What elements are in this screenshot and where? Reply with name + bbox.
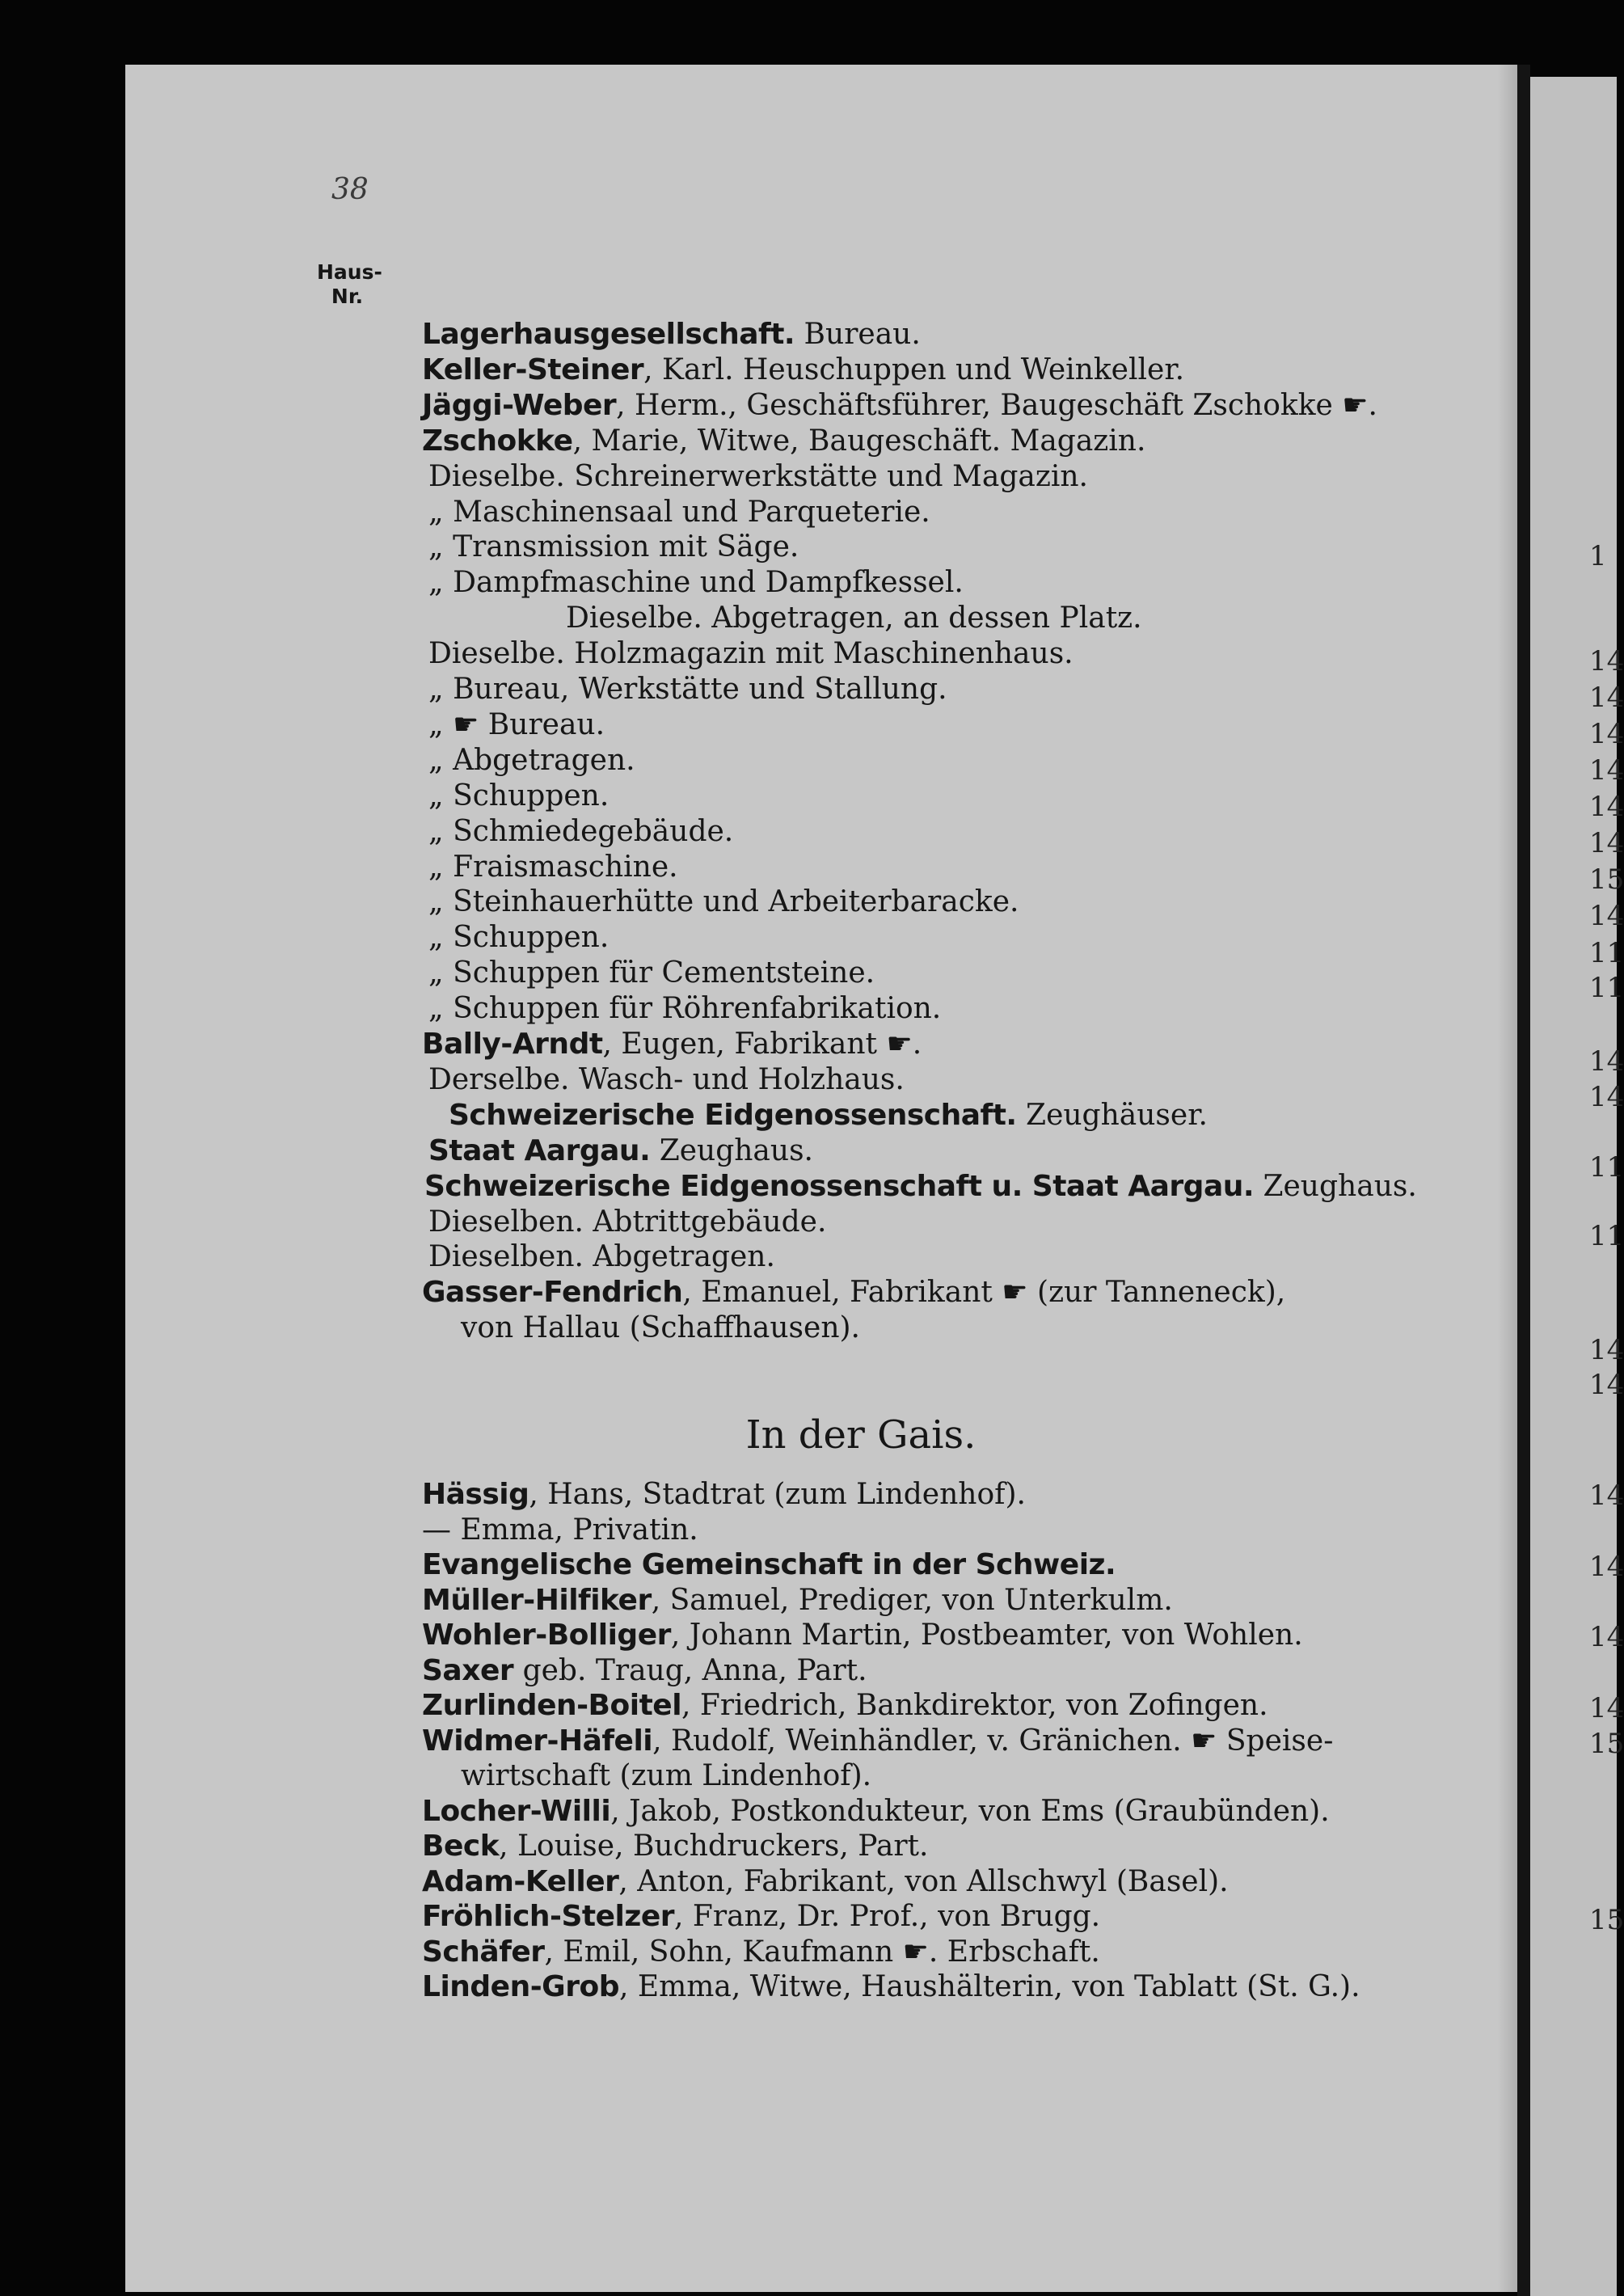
entry-text <box>428 779 609 814</box>
entry-text <box>428 1239 775 1275</box>
entry-details: Dieselbe. Schreinerwerkstätte und Magazin. <box>428 459 1088 493</box>
entry-details: , Rudolf, Weinhändler, v. Gränichen. ☛ Speise- <box>652 1724 1334 1758</box>
entry-details: Zeughaus. <box>650 1133 813 1167</box>
entry-name: Wohler-Bolliger <box>422 1619 671 1652</box>
entry-details: „ ☛ Bureau. <box>428 707 605 741</box>
entry-text <box>422 1724 1333 1759</box>
entry-details: , Franz, Dr. Prof., von Brugg. <box>674 1900 1101 1933</box>
entry-text <box>422 1794 1330 1830</box>
margin-number: 14 <box>1589 1479 1624 1512</box>
entry-text <box>422 388 1377 424</box>
entry-details: Dieselben. Abgetragen. <box>428 1240 775 1274</box>
entry-name: Saxer <box>422 1653 514 1687</box>
entry-text <box>422 1899 1100 1935</box>
margin-number: 11 <box>1589 937 1624 969</box>
entry-name: Jäggi-Weber <box>422 388 617 422</box>
entry-text <box>428 814 733 850</box>
entry-details: „ Transmission mit Säge. <box>428 530 799 564</box>
margin-number: 14 <box>1589 1334 1624 1366</box>
entry-name: Widmer-Häfeli <box>422 1724 653 1758</box>
entry-text <box>566 601 1142 636</box>
entry-details: Zeughäuser. <box>1016 1098 1208 1132</box>
entry-text <box>428 565 964 601</box>
entry-text <box>428 1062 905 1098</box>
entry-text <box>428 707 605 743</box>
entry-name: Schweizerische Eidgenossenschaft u. Staat Aargau. <box>424 1169 1255 1203</box>
entry-details: , Herm., Geschäftsführer, Baugeschäft Zschokke ☛. <box>616 388 1377 422</box>
margin-number: 14 <box>1589 718 1624 750</box>
margin-number: 14 <box>1589 900 1624 932</box>
entry-text <box>422 1864 1229 1900</box>
entry-details: , Emil, Sohn, Kaufmann ☛. Erbschaft. <box>544 1935 1100 1969</box>
entry-details: Dieselbe. Abgetragen, an dessen Platz. <box>566 601 1142 635</box>
entry-details: — Emma, Privatin. <box>422 1513 698 1547</box>
entry-text <box>422 1027 922 1062</box>
entry-text <box>428 850 678 885</box>
entry-details: , Emma, Witwe, Haushälterin, von Tablatt (St. G.). <box>618 1970 1360 2003</box>
entry-details: wirtschaft (zum Lindenhof). <box>461 1759 872 1792</box>
margin-number: 11 <box>1589 1220 1624 1252</box>
entry-text <box>428 530 799 565</box>
entry-details: , Marie, Witwe, Baugeschäft. Magazin. <box>572 424 1146 458</box>
entry-details: „ Schmiedegebäude. <box>428 814 734 848</box>
entry-text <box>422 1583 1173 1619</box>
entry-details: „ Dampfmaschine und Dampfkessel. <box>428 566 964 600</box>
entry-name: Beck <box>422 1830 500 1863</box>
entry-name: Evangelische Gemeinschaft in der Schweiz. <box>422 1548 1116 1581</box>
entry-details: „ Bureau, Werkstätte und Stallung. <box>428 673 947 706</box>
entry-details: „ Abgetragen. <box>428 743 635 777</box>
margin-number: 11 <box>1589 1151 1624 1184</box>
entry-details: , Samuel, Prediger, von Unterkulm. <box>651 1583 1173 1617</box>
entry-name: Hässig <box>422 1478 529 1511</box>
margin-number: 11 <box>1589 972 1624 1004</box>
margin-number: 15 <box>1589 863 1624 896</box>
entry-text <box>428 920 609 956</box>
entry-text <box>461 1310 860 1346</box>
entry-text <box>449 1098 1208 1133</box>
entry-name: Müller-Hilfiker <box>422 1583 652 1617</box>
entry-text <box>424 1169 1417 1205</box>
entry-name: Linden-Grob <box>422 1970 619 2003</box>
entry-name: Gasser-Fendrich <box>422 1276 683 1310</box>
section-heading: In der Gais. <box>745 1412 977 1458</box>
entry-name: Lagerhausgesellschaft. <box>422 318 795 351</box>
entry-details: , Jakob, Postkondukteur, von Ems (Graubünden). <box>610 1794 1330 1828</box>
entry-text <box>422 1547 1116 1583</box>
entry-text <box>422 424 1145 459</box>
entry-text <box>422 1513 698 1548</box>
entry-text <box>428 495 930 530</box>
book-gutter <box>1517 65 1530 2296</box>
margin-number: 14 <box>1589 1081 1624 1113</box>
entry-text <box>422 352 1184 388</box>
entry-details: Zeughaus. <box>1254 1169 1417 1203</box>
entry-details: „ Fraismaschine. <box>428 850 678 884</box>
margin-number: 14 <box>1589 645 1624 677</box>
entry-text <box>422 1618 1303 1653</box>
entry-text <box>422 1477 1026 1513</box>
entry-details: von Hallau (Schaffhausen). <box>461 1311 860 1345</box>
entry-text <box>428 1205 826 1240</box>
entry-text <box>422 1969 1360 2005</box>
entry-text <box>461 1758 871 1794</box>
entry-name: Locher-Willi <box>422 1794 611 1828</box>
entry-details: „ Schuppen für Cementsteine. <box>428 956 875 990</box>
entry-text <box>422 1275 1285 1310</box>
entry-details: , Louise, Buchdruckers, Part. <box>499 1830 929 1863</box>
margin-number: 14 <box>1589 682 1624 714</box>
entry-name: Schäfer <box>422 1935 545 1969</box>
entry-details: „ Maschinensaal und Parqueterie. <box>428 495 930 529</box>
margin-number: 14 <box>1589 1621 1624 1653</box>
entry-details: , Hans, Stadtrat (zum Lindenhof). <box>529 1478 1026 1511</box>
entry-details: , Karl. Heuschuppen und Weinkeller. <box>643 352 1185 386</box>
entry-details: Dieselbe. Holzmagazin mit Maschinenhaus. <box>428 637 1074 671</box>
page-number: 38 <box>331 173 369 206</box>
margin-number: 14 <box>1589 1692 1624 1724</box>
entry-text <box>422 1935 1100 1970</box>
entry-name: Schweizerische Eidgenossenschaft. <box>449 1098 1017 1132</box>
entry-details: Dieselben. Abtrittgebäude. <box>428 1205 827 1239</box>
entry-text <box>422 317 921 352</box>
entry-details: Derselbe. Wasch- und Holzhaus. <box>428 1062 905 1096</box>
entry-text <box>428 636 1074 672</box>
entry-text <box>422 1829 928 1864</box>
entry-details: , Johann Martin, Postbeamter, von Wohlen. <box>670 1619 1303 1652</box>
entry-name: Zurlinden-Boitel <box>422 1689 682 1722</box>
entry-name: Keller-Steiner <box>422 352 644 386</box>
entry-name: Zschokke <box>422 424 573 458</box>
entry-text <box>428 956 875 991</box>
entry-details: „ Schuppen. <box>428 779 610 812</box>
entry-text <box>428 1133 813 1169</box>
entry-text <box>428 884 1019 920</box>
margin-number: 14 <box>1589 827 1624 859</box>
entry-name: Bally-Arndt <box>422 1028 603 1061</box>
entry-name: Staat Aargau. <box>428 1133 651 1167</box>
margin-number: 14 <box>1589 1045 1624 1078</box>
entry-text <box>428 672 947 707</box>
entry-text <box>428 743 635 779</box>
margin-number: 1 <box>1589 540 1607 572</box>
entry-details: , Emanuel, Fabrikant ☛ (zur Tanneneck), <box>682 1276 1286 1310</box>
entry-details: „ Schuppen für Röhrenfabrikation. <box>428 992 942 1026</box>
adjacent-page-edge <box>1530 77 1617 2296</box>
entry-details: „ Schuppen. <box>428 921 610 955</box>
entry-details: , Anton, Fabrikant, von Allschwyl (Basel). <box>618 1864 1229 1898</box>
entry-details: , Eugen, Fabrikant ☛. <box>602 1028 922 1061</box>
margin-number: 14 <box>1589 1369 1624 1401</box>
column-header-house-number: Haus- Nr. <box>317 260 382 308</box>
margin-number: 14 <box>1589 1551 1624 1583</box>
entry-text <box>428 459 1088 495</box>
entry-name: Adam-Keller <box>422 1864 619 1898</box>
margin-number: 14 <box>1589 754 1624 787</box>
margin-number: 15 <box>1589 1904 1624 1936</box>
entry-details: Bureau. <box>795 318 921 351</box>
entry-details: , Friedrich, Bankdirektor, von Zofingen. <box>681 1689 1268 1722</box>
margin-number: 14 <box>1589 791 1624 823</box>
entry-text <box>428 991 941 1027</box>
entry-details: „ Steinhauerhütte und Arbeiterbaracke. <box>428 885 1019 919</box>
entry-details: geb. Traug, Anna, Part. <box>513 1653 867 1687</box>
entry-text <box>422 1688 1268 1724</box>
entry-text <box>422 1653 867 1689</box>
margin-number: 15 <box>1589 1728 1624 1760</box>
entry-name: Fröhlich-Stelzer <box>422 1900 675 1933</box>
